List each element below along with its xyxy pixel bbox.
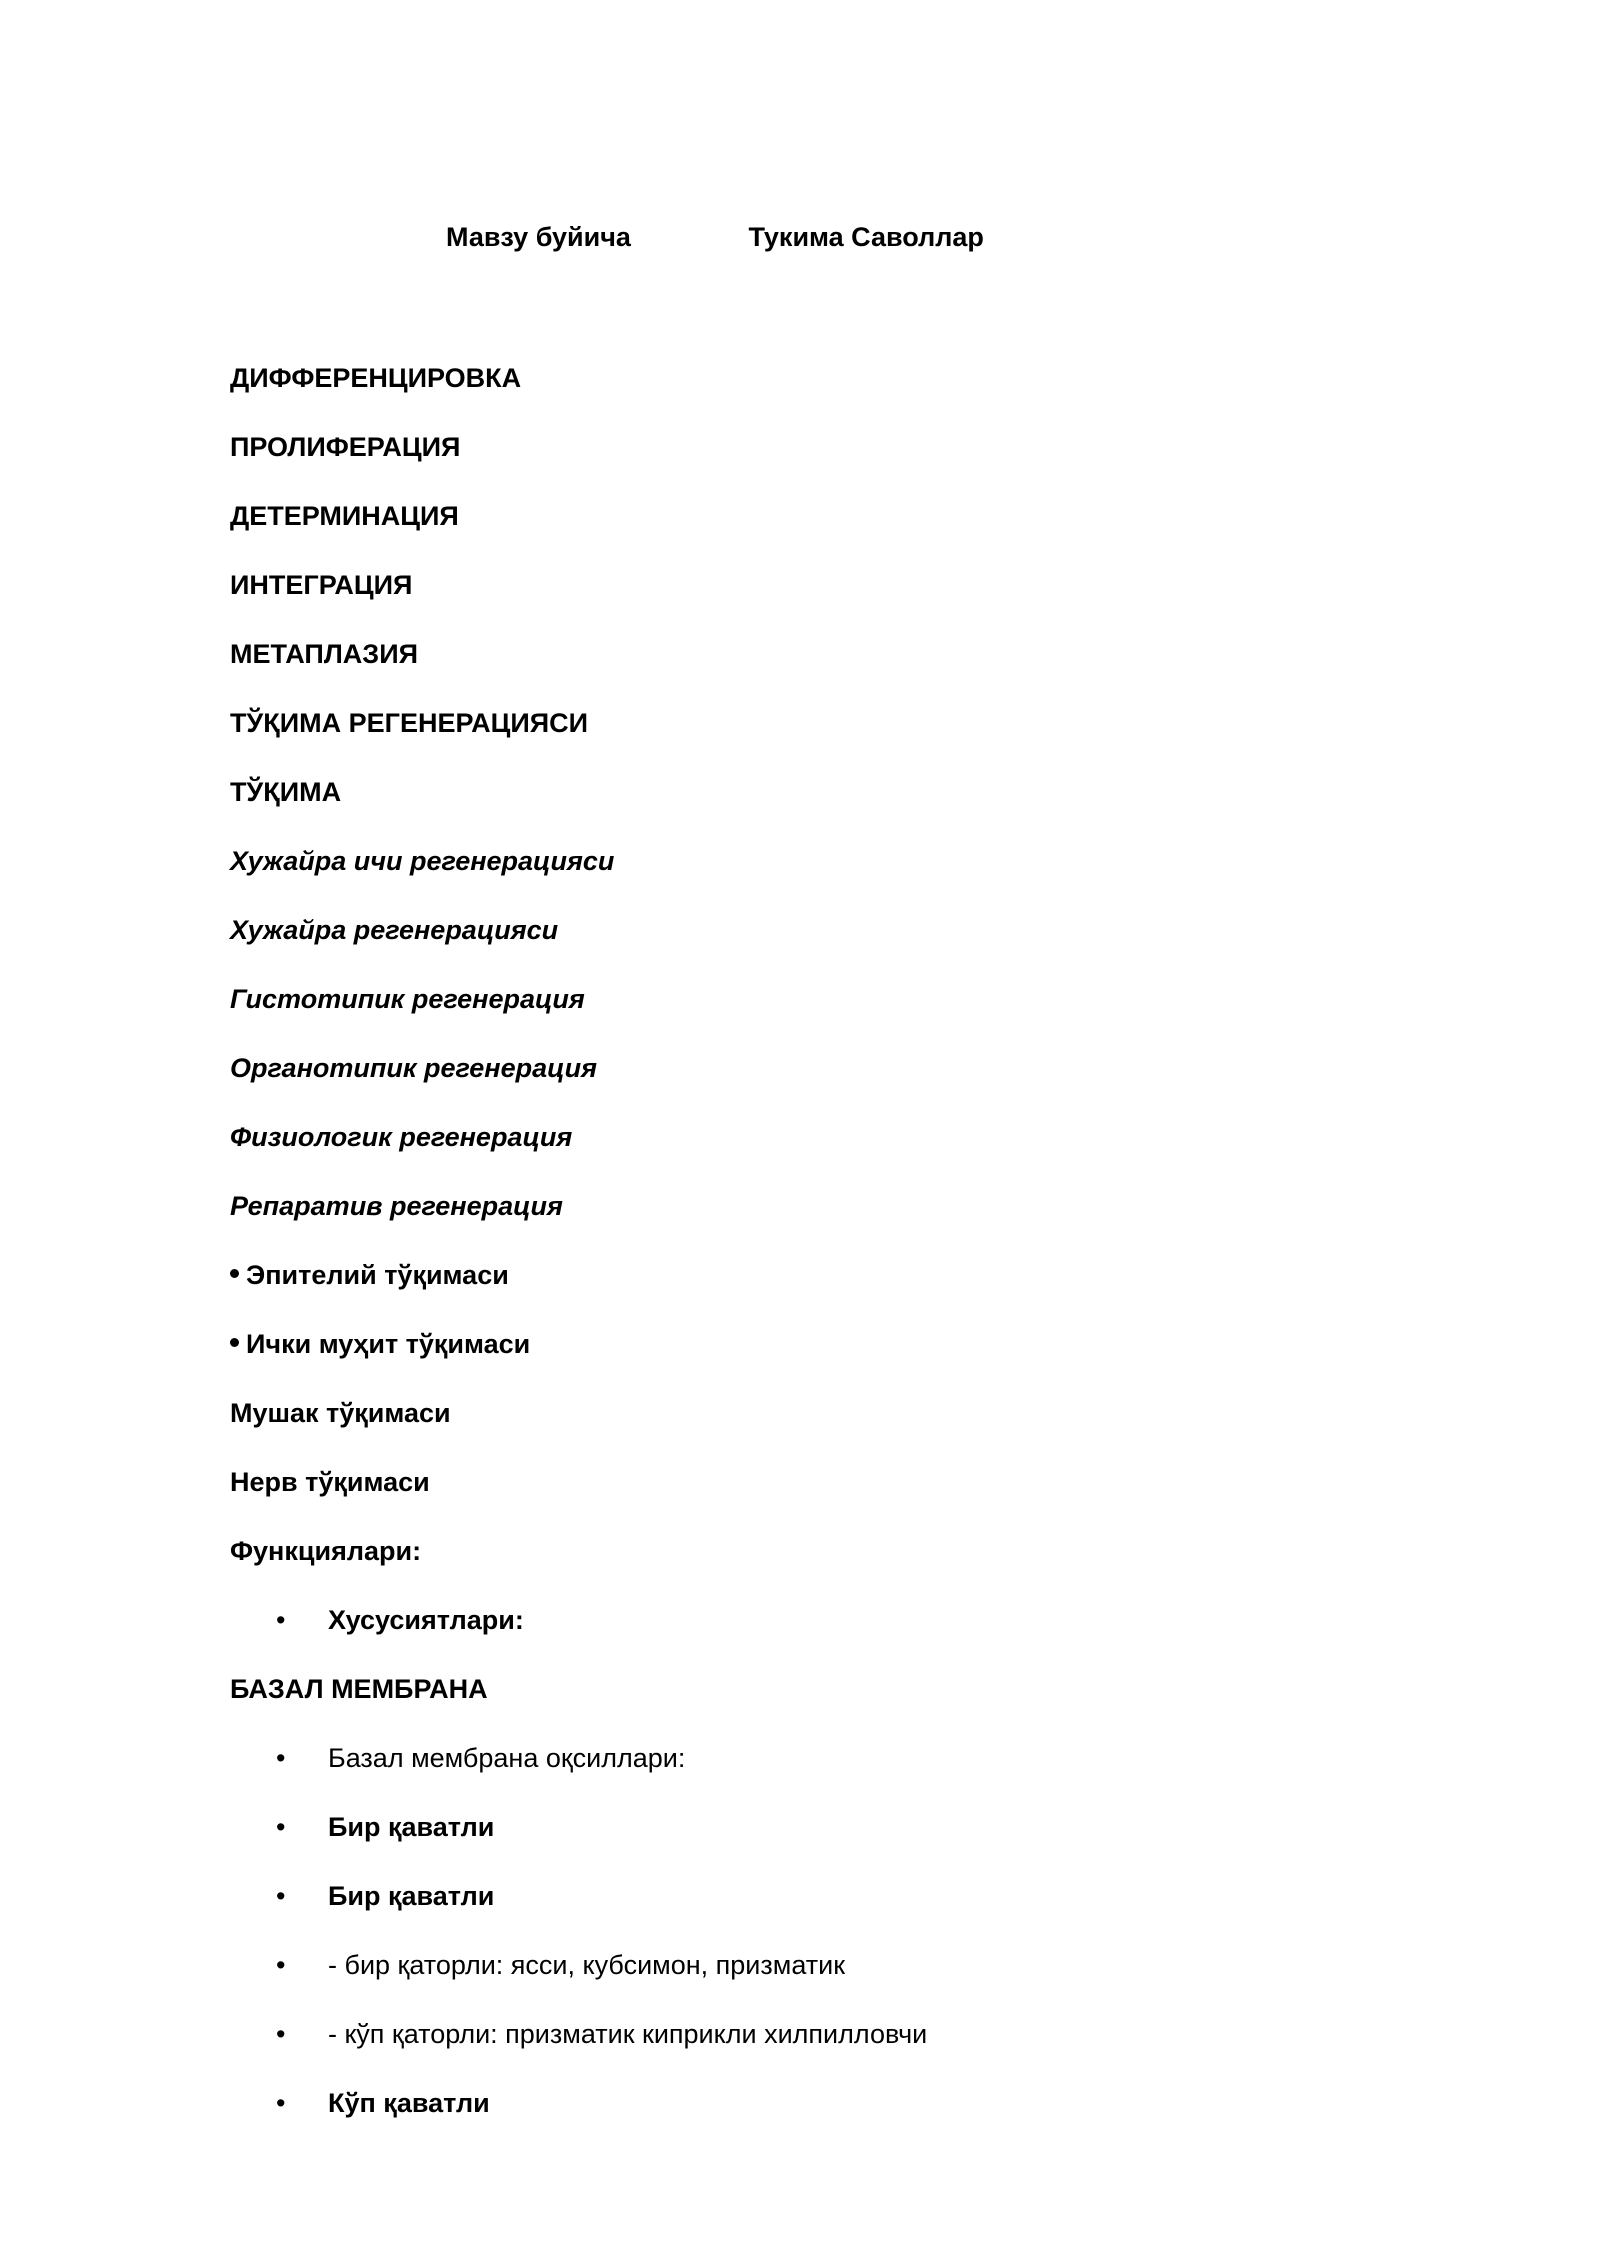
bullet-icon: • <box>276 1812 286 1842</box>
list-item-multi-layer <box>276 2086 490 2120</box>
term-physiological-regeneration: Физиологик регенерация <box>230 1122 573 1152</box>
term-muscle-tissue: Мушак тўқимаси <box>230 1398 451 1428</box>
term-metaplasia: МЕТАПЛАЗИЯ <box>230 639 419 669</box>
bullet-icon: • <box>276 1881 286 1911</box>
bullet-icon: • <box>276 1743 286 1773</box>
bullet-icon: • <box>276 2088 286 2118</box>
term-histotypic-regeneration: Гистотипик регенерация <box>230 984 585 1014</box>
term-tissue-regeneration: ТЎҚИМА РЕГЕНЕРАЦИЯСИ <box>230 708 589 738</box>
list-item-label: Хусусиятлари: <box>328 1605 524 1635</box>
list-item-label: Эпителий тўқимаси <box>246 1260 509 1290</box>
list-item-label: Кўп қаватли <box>328 2088 490 2118</box>
term-organotypic-regeneration: Органотипик регенерация <box>230 1053 597 1083</box>
list-item-internal-tissue <box>230 1327 530 1361</box>
term-tissue: ТЎҚИМА <box>230 777 342 807</box>
term-nerve-tissue: Нерв тўқимаси <box>230 1467 430 1497</box>
list-item-basal-membrane-proteins <box>276 1741 685 1775</box>
bullet-icon: • <box>276 2019 286 2049</box>
list-item-label: - кўп қаторли: призматик киприкли хилпилловчи <box>328 2019 928 2049</box>
term-cell-regeneration: Хужайра регенерацияси <box>230 915 559 945</box>
list-item-single-layer-2 <box>276 1879 494 1913</box>
list-item-label: Базал мембрана оқсиллари: <box>328 1743 686 1773</box>
list-item-epithelial-tissue <box>230 1258 509 1292</box>
title-right: Тукима Саволлар <box>748 222 984 252</box>
term-integration: ИНТЕГРАЦИЯ <box>230 570 413 600</box>
bullet-icon: • <box>276 1950 286 1980</box>
term-reparative-regeneration: Репаратив регенерация <box>230 1191 563 1221</box>
list-item-label: - бир қаторли: ясси, кубсимон, призматик <box>328 1950 846 1980</box>
bullet-icon: • <box>276 1605 286 1635</box>
term-determination: ДЕТЕРМИНАЦИЯ <box>230 501 459 531</box>
list-item-properties <box>276 1603 524 1637</box>
term-differentiation: ДИФФЕРЕНЦИРОВКА <box>230 363 522 393</box>
list-item-single-row <box>276 1948 845 1982</box>
list-item-label: Бир қаватли <box>328 1812 495 1842</box>
list-item-single-layer-1 <box>276 1810 494 1844</box>
title-left: Мавзу буйича <box>446 222 631 252</box>
list-item-multi-row <box>276 2017 927 2051</box>
term-basal-membrane: БАЗАЛ МЕМБРАНА <box>230 1674 488 1704</box>
term-proliferation: ПРОЛИФЕРАЦИЯ <box>230 432 461 462</box>
list-item-label: Бир қаватли <box>328 1881 495 1911</box>
term-functions: Функциялари: <box>230 1536 422 1566</box>
term-intracellular-regeneration: Хужайра ичи регенерацияси <box>230 846 615 876</box>
page-title <box>446 222 984 253</box>
list-item-label: Ички муҳит тўқимаси <box>246 1329 531 1359</box>
